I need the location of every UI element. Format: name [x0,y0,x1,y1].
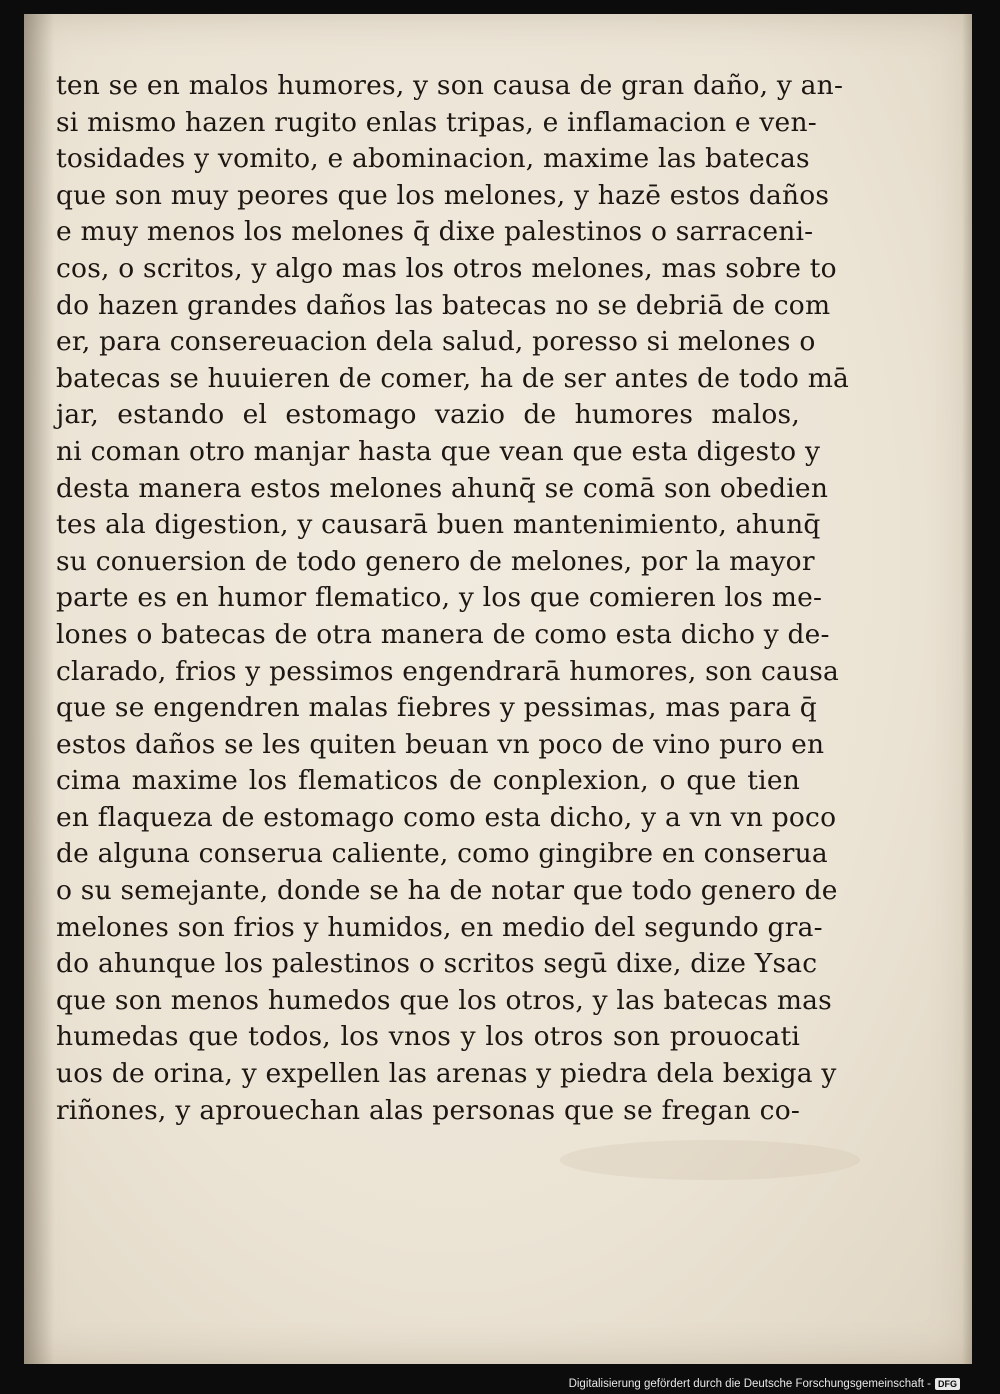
text-line: parte es en humor flematico, y los que comieren los me- [56,582,823,614]
text-line: uos de orina, y expellen las arenas y piedra dela bexiga y [56,1058,837,1090]
dfg-logo: DFG [935,1378,960,1390]
text-line: en flaqueza de estomago como esta dicho, y a vn vn poco [56,801,837,833]
text-line: que son menos humedos que los otros, y las batecas mas [56,984,832,1016]
text-line: batecas se huuieren de comer, ha de ser antes de todo mā [56,362,850,394]
text-line: tes ala digestion, y causarā buen mantenimiento, ahunq̄ [56,509,821,541]
text-line: e muy menos los melones q̄ dixe palestinos o sarraceni- [56,216,814,248]
paper-stain [560,1140,860,1180]
credit-text: Digitalisierung gefördert durch die Deutsche Forschungsgemeinschaft - [568,1378,931,1390]
text-line: ni coman otro manjar hasta que vean que esta digesto y [56,435,821,467]
text-line: melones son frios y humidos, en medio del segundo gra- [56,911,823,943]
text-line: que son muy peores que los melones, y hazē estos daños [56,179,830,211]
text-line: si mismo hazen rugito enlas tripas, e inflamacion e ven- [56,106,817,138]
page-edge [962,14,972,1364]
text-line: su conuersion de todo genero de melones, por la mayor [56,545,815,577]
text-line: lones o batecas de otra manera de como esta dicho y de- [56,618,830,650]
text-line: cos, o scritos, y algo mas los otros melones, mas sobre to [56,252,837,284]
text-line: er, para consereuacion dela salud, poresso si melones o [56,326,816,358]
text-line: desta manera estos melones ahunq̄ se comā son obedien [56,472,829,504]
text-line: o su semejante, donde se ha de notar que todo genero de [56,875,838,907]
text-line: de alguna conserua caliente, como gingibre en conserua [56,838,828,870]
text-line: do ahunque los palestinos o scritos segū dixe, dize Ysac [56,948,818,980]
text-line: jar, estando el estomago vazio de humores malos, [56,399,800,431]
text-line: cima maxime los flematicos de conplexion, o que tien [56,765,800,797]
text-line: humedas que todos, los vnos y los otros son prouocati [56,1021,800,1053]
text-line: que se engendren malas fiebres y pessimas, mas para q̄ [56,692,817,724]
text-line: estos daños se les quiten beuan vn poco de vino puro en [56,728,825,760]
text-line: do hazen grandes daños las batecas no se debriā de com [56,289,831,321]
digitization-credit [569,1378,960,1390]
text-line: tosidades y vomito, e abominacion, maxime las batecas [56,143,810,175]
text-block [56,68,850,1129]
text-line: clarado, frios y pessimos engendrarā humores, son causa [56,655,840,687]
text-line: riñones, y aprouechan alas personas que se fregan co- [56,1094,800,1126]
gutter-shadow [24,14,54,1364]
text-line: ten se en malos humores, y son causa de gran daño, y an- [56,70,844,101]
